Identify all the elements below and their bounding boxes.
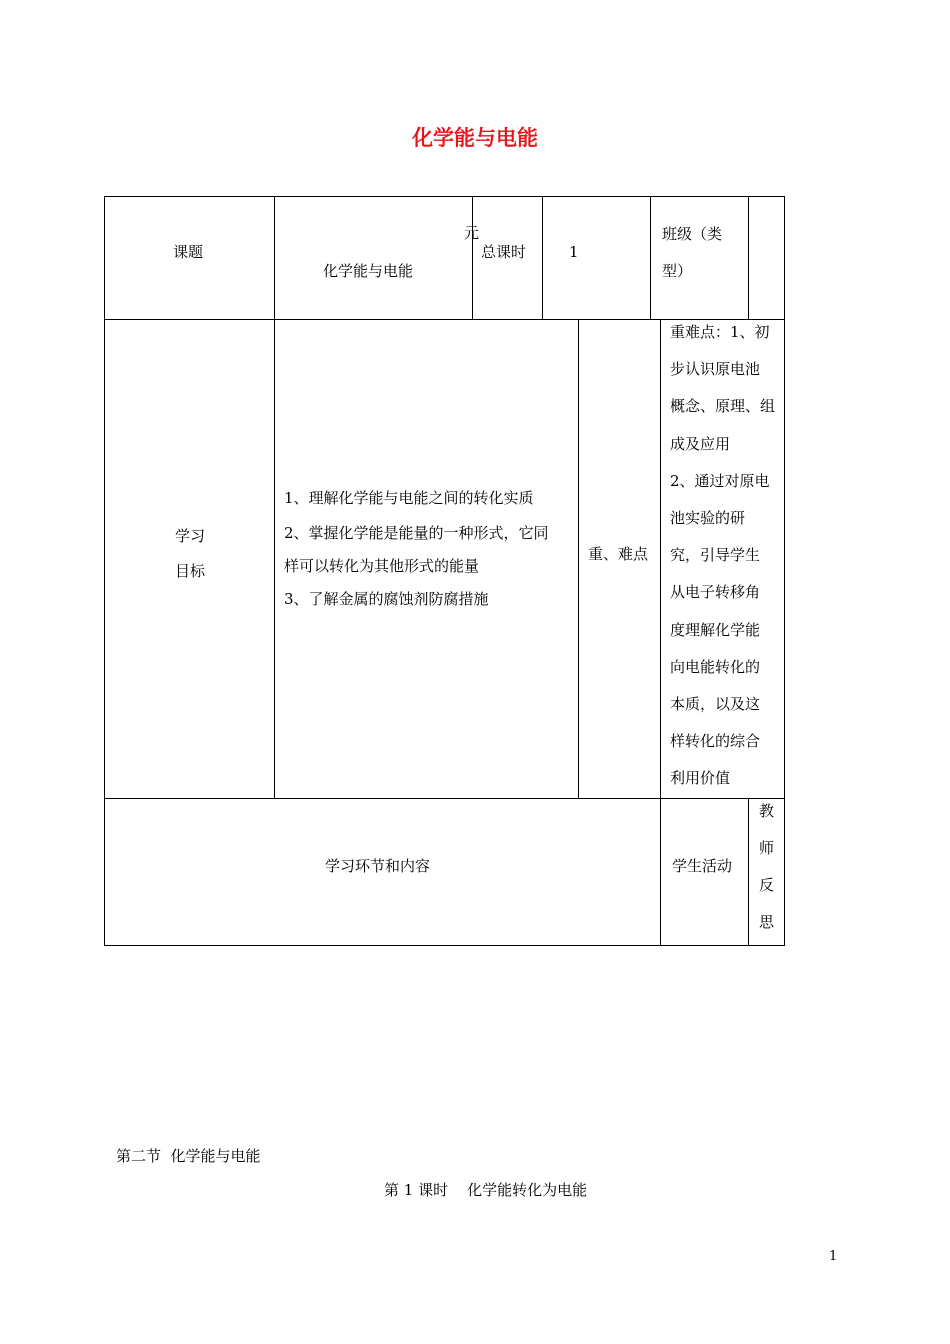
document-title: 化学能与电能 <box>412 126 538 150</box>
key-point-line: 重难点：1、初 <box>670 323 770 341</box>
key-point-line: 成及应用 <box>670 434 731 453</box>
row1-divider <box>472 196 473 319</box>
total-hours-label: 总课时 <box>481 243 527 261</box>
key-point-line: 向电能转化的 <box>670 657 761 676</box>
key-point-line: 步认识原电池 <box>670 360 761 379</box>
row3-divider <box>660 798 661 945</box>
key-points-text <box>670 314 775 797</box>
objective-item: 2、掌握化学能是能量的一种形式，它同 <box>284 524 549 542</box>
row1-divider <box>274 196 275 319</box>
key-point-line: 概念、原理、组 <box>670 397 776 416</box>
class-type-label-cont: 型） <box>662 262 693 280</box>
row2-divider <box>274 319 275 798</box>
key-point-line: 本质，以及这 <box>670 694 761 713</box>
table-row-divider-2 <box>104 798 785 799</box>
objectives-label-cont: 目标 <box>175 562 206 580</box>
objective-item: 样可以转化为其他形式的能量 <box>284 557 480 575</box>
row3-divider <box>748 798 749 945</box>
key-point-line: 池实验的研 <box>670 508 746 527</box>
key-point-line: 度理解化学能 <box>670 620 761 639</box>
topic-label: 课题 <box>173 243 204 261</box>
objective-item: 3、了解金属的腐蚀剂防腐措施 <box>284 590 489 608</box>
table-border-left <box>104 196 105 946</box>
reflection-char: 反 <box>759 876 775 894</box>
table-border-bottom <box>104 945 785 946</box>
key-point-line: 利用价值 <box>670 769 731 788</box>
key-point-line: 2、通过对原电 <box>670 471 770 490</box>
key-point-line: 究，引导学生 <box>670 546 761 565</box>
reflection-char: 思 <box>759 913 775 931</box>
row1-divider <box>542 196 543 319</box>
reflection-char: 教 <box>759 802 775 820</box>
row1-divider <box>748 196 749 319</box>
page-number: 1 <box>829 1249 838 1264</box>
teacher-reflection-label <box>759 793 774 941</box>
section-heading: 第二节 化学能与电能 <box>116 1147 261 1165</box>
key-point-line: 从电子转移角 <box>670 583 761 602</box>
reflection-char: 师 <box>759 839 775 857</box>
unit-label: 元 <box>464 224 480 242</box>
student-activity-label: 学生活动 <box>672 857 733 875</box>
lesson-heading: 第 1 课时 化学能转化为电能 <box>384 1181 588 1199</box>
key-points-label: 重、难点 <box>588 545 649 563</box>
total-hours-value: 1 <box>569 243 579 261</box>
key-point-line: 样转化的综合 <box>670 732 761 751</box>
topic-value: 化学能与电能 <box>323 262 414 280</box>
row1-divider <box>650 196 651 319</box>
objective-item: 1、理解化学能与电能之间的转化实质 <box>284 489 534 507</box>
content-label: 学习环节和内容 <box>325 857 431 875</box>
objectives-label: 学习 <box>175 527 206 545</box>
row2-divider <box>660 319 661 798</box>
objectives-list <box>284 480 549 616</box>
row2-divider <box>578 319 579 798</box>
table-border-right <box>784 196 785 946</box>
table-border-top <box>104 196 785 197</box>
class-type-label: 班级（类 <box>662 225 723 243</box>
